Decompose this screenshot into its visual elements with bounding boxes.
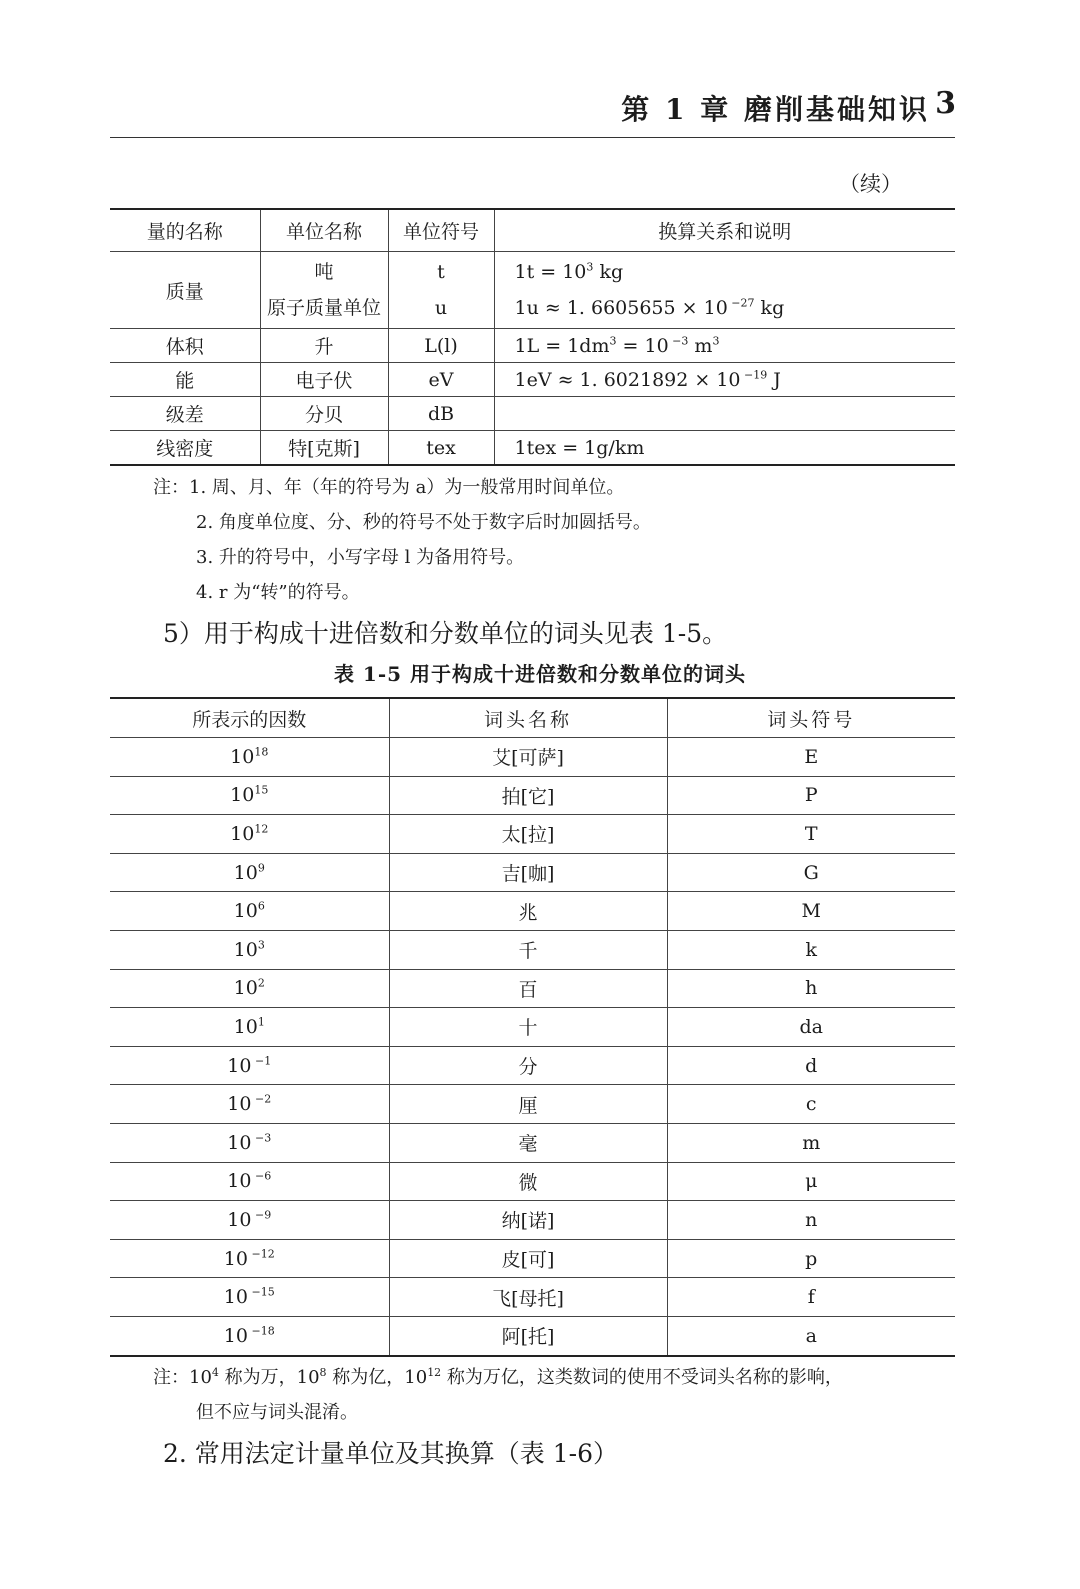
table-row <box>110 1278 955 1317</box>
prefix-name-cell: 兆 <box>389 892 667 931</box>
quantity-cell: 质量 <box>110 252 260 329</box>
column-header: 所表示的因数 <box>110 698 389 738</box>
factor-cell: $10^{18}$ <box>110 738 389 777</box>
prefix-symbol-cell: d <box>667 1046 955 1085</box>
unit-cell <box>260 252 388 329</box>
prefix-symbol-cell: p <box>667 1239 955 1278</box>
prefix-name-cell: 阿[托] <box>389 1316 667 1355</box>
prefix-symbol-cell: f <box>667 1278 955 1317</box>
factor-cell: 10 $^{-18}$ <box>110 1316 389 1355</box>
relation-cell <box>494 397 955 431</box>
prefix-name-cell: 厘 <box>389 1085 667 1124</box>
header-rule <box>110 137 955 138</box>
prefix-symbol-cell: a <box>667 1316 955 1355</box>
table-header-row <box>110 698 955 738</box>
factor-cell: $10^6$ <box>110 892 389 931</box>
prefix-name-cell: 皮[可] <box>389 1239 667 1278</box>
prefix-name-cell: 纳[诺] <box>389 1201 667 1240</box>
column-header: 词头名称 <box>389 698 667 738</box>
prefix-name-cell: 微 <box>389 1162 667 1201</box>
relation-text: 1u ≈ 1. 6605655 × 10 $^{-27}$ kg <box>514 296 785 319</box>
prefix-symbol-cell: n <box>667 1201 955 1240</box>
factor-cell: 10 $^{-6}$ <box>110 1162 389 1201</box>
table-row <box>110 431 955 466</box>
relation-cell <box>494 252 955 329</box>
prefix-table <box>110 697 955 1357</box>
table-row <box>110 1123 955 1162</box>
quantity-cell: 体积 <box>110 329 260 363</box>
table-row <box>110 738 955 777</box>
section-heading: 2. 常用法定计量单位及其换算（表 1-6） <box>163 1439 619 1468</box>
prefix-symbol-cell: E <box>667 738 955 777</box>
prefix-symbol-cell: M <box>667 892 955 931</box>
table-row <box>110 930 955 969</box>
continued-mark: （续） <box>839 172 902 196</box>
unit-symbol: t <box>437 261 445 283</box>
unit-symbol: u <box>434 297 448 319</box>
table-row <box>110 776 955 815</box>
table-row <box>110 1162 955 1201</box>
table-row <box>110 1239 955 1278</box>
unit-name: 原子质量单位 <box>266 297 381 319</box>
symbol-cell <box>388 252 494 329</box>
prefix-name-cell: 太[拉] <box>389 815 667 854</box>
paragraph: 5）用于构成十进倍数和分数单位的词头见表 1-5。 <box>163 619 728 648</box>
factor-cell: 10 $^{-2}$ <box>110 1085 389 1124</box>
unit-name: 吨 <box>314 261 334 283</box>
relation-text: $1t = 10^3$ kg <box>514 260 624 283</box>
table-row <box>110 892 955 931</box>
chapter-title: 第 1 章 磨削基础知识 <box>621 93 930 126</box>
prefix-symbol-cell: T <box>667 815 955 854</box>
prefix-symbol-cell: μ <box>667 1162 955 1201</box>
table-row <box>110 397 955 431</box>
table-row <box>110 1085 955 1124</box>
note-line: 2. 角度单位度、分、秒的符号不处于数字后时加圆括号。 <box>196 512 651 533</box>
table-notes <box>153 1360 843 1430</box>
factor-cell: $10^9$ <box>110 853 389 892</box>
table-row <box>110 815 955 854</box>
table-caption: 表 1-5 用于构成十进倍数和分数单位的词头 <box>333 662 747 686</box>
symbol-cell: tex <box>388 431 494 466</box>
prefix-name-cell: 飞[母托] <box>389 1278 667 1317</box>
symbol-cell: eV <box>388 363 494 397</box>
column-header: 单位名称 <box>260 209 388 252</box>
page-number: 3 <box>935 86 956 121</box>
prefix-name-cell: 吉[咖] <box>389 853 667 892</box>
column-header: 词头符号 <box>667 698 955 738</box>
table-row <box>110 1201 955 1240</box>
table-header-row <box>110 209 955 252</box>
factor-cell: 10 $^{-15}$ <box>110 1278 389 1317</box>
relation-cell: $1L = 1dm^3 = 10$ $^{-3}$ $m^3$ <box>494 329 955 363</box>
prefix-symbol-cell: c <box>667 1085 955 1124</box>
table-row <box>110 252 955 329</box>
quantity-cell: 线密度 <box>110 431 260 466</box>
factor-cell: $10^{12}$ <box>110 815 389 854</box>
table-row <box>110 363 955 397</box>
note-line: 但不应与词头混淆。 <box>196 1402 358 1423</box>
table-row <box>110 853 955 892</box>
prefix-name-cell: 分 <box>389 1046 667 1085</box>
factor-cell: $10^2$ <box>110 969 389 1008</box>
relation-cell: 1eV ≈ 1. 6021892 × 10 $^{-19}$ J <box>494 363 955 397</box>
prefix-name-cell: 十 <box>389 1008 667 1047</box>
unit-cell: 分贝 <box>260 397 388 431</box>
symbol-cell: L(l) <box>388 329 494 363</box>
prefix-name-cell: 拍[它] <box>389 776 667 815</box>
column-header: 量的名称 <box>110 209 260 252</box>
unit-cell: 电子伏 <box>260 363 388 397</box>
factor-cell: 10 $^{-3}$ <box>110 1123 389 1162</box>
factor-cell: $10^{15}$ <box>110 776 389 815</box>
unit-cell: 特[克斯] <box>260 431 388 466</box>
column-header: 换算关系和说明 <box>494 209 955 252</box>
relation-cell: 1tex = 1g/km <box>494 431 955 466</box>
factor-cell: 10 $^{-9}$ <box>110 1201 389 1240</box>
prefix-name-cell: 千 <box>389 930 667 969</box>
unit-cell: 升 <box>260 329 388 363</box>
factor-cell: $10^3$ <box>110 930 389 969</box>
prefix-symbol-cell: da <box>667 1008 955 1047</box>
prefix-symbol-cell: m <box>667 1123 955 1162</box>
table-row <box>110 1316 955 1355</box>
prefix-name-cell: 毫 <box>389 1123 667 1162</box>
prefix-name-cell: 百 <box>389 969 667 1008</box>
table-row <box>110 329 955 363</box>
units-table <box>110 208 955 466</box>
note-line: 注：$10^4$ 称为万，$10^8$ 称为亿，$10^{12}$ 称为万亿，这类数词的使用不受词头名称的影响， <box>153 1366 843 1388</box>
prefix-symbol-cell: G <box>667 853 955 892</box>
note-line: 3. 升的符号中，小写字母 l 为备用符号。 <box>196 547 525 568</box>
factor-cell: $10^1$ <box>110 1008 389 1047</box>
quantity-cell: 级差 <box>110 397 260 431</box>
prefix-symbol-cell: h <box>667 969 955 1008</box>
note-line: 4. r 为“转”的符号。 <box>196 582 360 603</box>
table-row <box>110 969 955 1008</box>
column-header: 单位符号 <box>388 209 494 252</box>
prefix-name-cell: 艾[可萨] <box>389 738 667 777</box>
table-notes <box>153 470 651 610</box>
quantity-cell: 能 <box>110 363 260 397</box>
prefix-table-body <box>110 738 955 1356</box>
prefix-symbol-cell: k <box>667 930 955 969</box>
factor-cell: 10 $^{-12}$ <box>110 1239 389 1278</box>
note-line: 注：1. 周、月、年（年的符号为 a）为一般常用时间单位。 <box>153 477 625 498</box>
table-row <box>110 1046 955 1085</box>
prefix-symbol-cell: P <box>667 776 955 815</box>
factor-cell: 10 $^{-1}$ <box>110 1046 389 1085</box>
table-row <box>110 1008 955 1047</box>
symbol-cell: dB <box>388 397 494 431</box>
